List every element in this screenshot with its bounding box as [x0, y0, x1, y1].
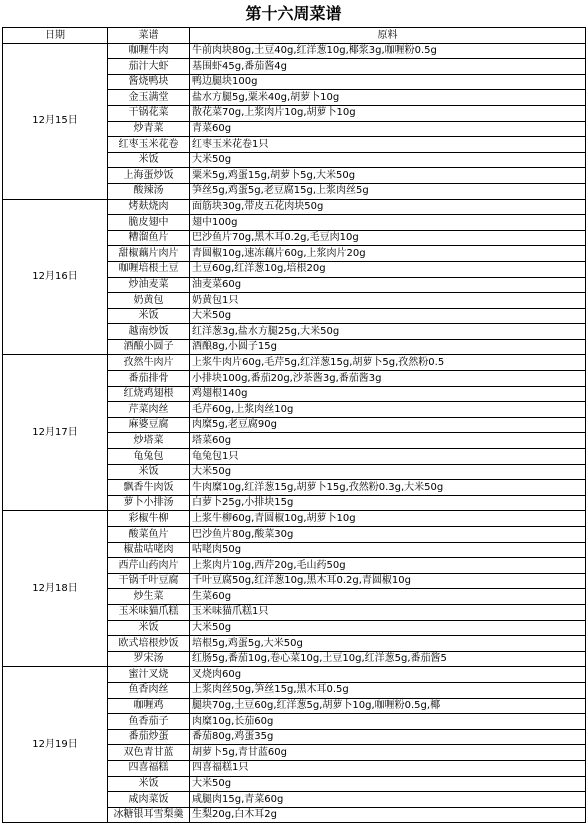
table-row	[3, 667, 586, 683]
dish-cell: 金玉满堂	[108, 90, 190, 106]
ingredients-cell: 红枣玉米花卷1只	[190, 137, 586, 153]
ingredients-cell: 肉糜5g,老豆腐90g	[190, 417, 586, 433]
ingredients-cell: 青菜60g	[190, 121, 586, 137]
dish-cell: 玉米味猫爪糕	[108, 604, 190, 620]
ingredients-cell: 大米50g	[190, 152, 586, 168]
dish-cell: 脆皮翅中	[108, 215, 190, 231]
dish-cell: 番茄炒蛋	[108, 729, 190, 745]
ingredients-cell: 千叶豆腐50g,红洋葱10g,黑木耳0.2g,青圆椒10g	[190, 573, 586, 589]
date-cell: 12月19日	[3, 667, 108, 823]
dish-cell: 炒青菜	[108, 121, 190, 137]
ingredients-cell: 叉烧肉60g	[190, 667, 586, 683]
ingredients-cell: 油麦菜60g	[190, 277, 586, 293]
dish-cell: 甜椒藕片肉片	[108, 246, 190, 262]
ingredients-cell: 大米50g	[190, 776, 586, 792]
ingredients-cell: 培根5g,鸡蛋5g,大米50g	[190, 636, 586, 652]
ingredients-cell: 胡萝卜5g,青甘蓝60g	[190, 745, 586, 761]
dish-cell: 炒生菜	[108, 589, 190, 605]
menu-table	[2, 27, 586, 823]
dish-cell: 鱼香肉丝	[108, 682, 190, 698]
menu-title: 第十六周菜谱	[245, 4, 342, 23]
dish-cell: 萝卜小排汤	[108, 495, 190, 511]
ingredients-cell: 咕咾肉50g	[190, 542, 586, 558]
dish-cell: 茄汁大虾	[108, 59, 190, 75]
header-ingredients: 原料	[190, 28, 586, 44]
dish-cell: 飘香牛肉饭	[108, 480, 190, 496]
ingredients-cell: 白萝卜25g,小排块15g	[190, 495, 586, 511]
dish-cell: 咖喱鸡	[108, 698, 190, 714]
ingredients-cell: 番茄80g,鸡蛋35g	[190, 729, 586, 745]
ingredients-cell: 肉糜10g,长茄60g	[190, 714, 586, 730]
dish-cell: 芹菜肉丝	[108, 402, 190, 418]
date-cell: 12月18日	[3, 511, 108, 667]
dish-cell: 咖喱培根土豆	[108, 261, 190, 277]
ingredients-cell: 翅中100g	[190, 215, 586, 231]
dish-cell: 米饭	[108, 620, 190, 636]
dish-cell: 咸肉菜饭	[108, 792, 190, 808]
ingredients-cell: 毛芹60g,上浆肉丝10g	[190, 402, 586, 418]
table-row	[3, 511, 586, 527]
dish-cell: 双色青甘蓝	[108, 745, 190, 761]
header-date: 日期	[3, 28, 108, 44]
dish-cell: 蜜汁叉烧	[108, 667, 190, 683]
ingredients-cell: 生梨20g,白木耳2g	[190, 807, 586, 823]
table-row	[3, 355, 586, 371]
dish-cell: 罗宋汤	[108, 651, 190, 667]
ingredients-cell: 鸡翅根140g	[190, 386, 586, 402]
dish-cell: 米饭	[108, 464, 190, 480]
ingredients-cell: 上浆肉片10g,西芹20g,毛山药50g	[190, 558, 586, 574]
ingredients-cell: 青圆椒10g,速冻藕片60g,上浆肉片20g	[190, 246, 586, 262]
menu-body	[3, 43, 586, 823]
ingredients-cell: 大米50g	[190, 464, 586, 480]
ingredients-cell: 玉米味猫爪糕1只	[190, 604, 586, 620]
ingredients-cell: 红肠5g,番茄10g,卷心菜10g,土豆10g,红洋葱5g,番茄酱5	[190, 651, 586, 667]
ingredients-cell: 面筋块30g,带皮五花肉块50g	[190, 199, 586, 215]
dish-cell: 糟溜鱼片	[108, 230, 190, 246]
table-row	[3, 43, 586, 59]
dish-cell: 西芹山药肉片	[108, 558, 190, 574]
dish-cell: 干锅花菜	[108, 105, 190, 121]
dish-cell: 孜然牛肉片	[108, 355, 190, 371]
ingredients-cell: 牛前肉块80g,土豆40g,红洋葱10g,椰浆3g,咖喱粉0.5g	[190, 43, 586, 59]
dish-cell: 红烧鸡翅根	[108, 386, 190, 402]
dish-cell: 米饭	[108, 776, 190, 792]
ingredients-cell: 巴沙鱼片70g,黑木耳0.2g,毛豆肉10g	[190, 230, 586, 246]
ingredients-cell: 牛肉糜10g,红洋葱15g,胡萝卜15g,孜然粉0.3g,大米50g	[190, 480, 586, 496]
dish-cell: 米饭	[108, 152, 190, 168]
dish-cell: 麻婆豆腐	[108, 417, 190, 433]
ingredients-cell: 小排块100g,番茄20g,沙茶酱3g,番茄酱3g	[190, 371, 586, 387]
ingredients-cell: 上浆肉丝50g,笋丝15g,黑木耳0.5g	[190, 682, 586, 698]
ingredients-cell: 咸腿肉15g,青菜60g	[190, 792, 586, 808]
ingredients-cell: 奶黄包1只	[190, 293, 586, 309]
dish-cell: 冰糖银耳雪梨羹	[108, 807, 190, 823]
ingredients-cell: 红洋葱3g,盐水方腿25g,大米50g	[190, 324, 586, 340]
ingredients-cell: 巴沙鱼片80g,酸菜30g	[190, 527, 586, 543]
ingredients-cell: 塔菜60g	[190, 433, 586, 449]
ingredients-cell: 上浆牛肉片60g,毛芹5g,红洋葱15g,胡萝卜5g,孜然粉0.5	[190, 355, 586, 371]
ingredients-cell: 大米50g	[190, 308, 586, 324]
dish-cell: 鱼香茄子	[108, 714, 190, 730]
dish-cell: 番茄排骨	[108, 371, 190, 387]
ingredients-cell: 龟兔包1只	[190, 449, 586, 465]
dish-cell: 红枣玉米花卷	[108, 137, 190, 153]
ingredients-cell: 鸭边腿块100g	[190, 74, 586, 90]
dish-cell: 咖喱牛肉	[108, 43, 190, 59]
dish-cell: 酸辣汤	[108, 183, 190, 199]
dish-cell: 酸菜鱼片	[108, 527, 190, 543]
dish-cell: 椒盐咕咾肉	[108, 542, 190, 558]
ingredients-cell: 生菜60g	[190, 589, 586, 605]
dish-cell: 酱烧鸭块	[108, 74, 190, 90]
dish-cell: 上海蛋炒饭	[108, 168, 190, 184]
date-cell: 12月17日	[3, 355, 108, 511]
ingredients-cell: 腿块70g,土豆60g,红洋葱5g,胡萝卜10g,咖喱粉0.5g,椰	[190, 698, 586, 714]
ingredients-cell: 盐水方腿5g,粟米40g,胡萝卜10g	[190, 90, 586, 106]
dish-cell: 奶黄包	[108, 293, 190, 309]
dish-cell: 越南炒饭	[108, 324, 190, 340]
dish-cell: 烤麸烧肉	[108, 199, 190, 215]
dish-cell: 酒酿小圆子	[108, 339, 190, 355]
ingredients-cell: 大米50g	[190, 620, 586, 636]
dish-cell: 四喜福糕	[108, 760, 190, 776]
ingredients-cell: 酒酿8g,小圆子15g	[190, 339, 586, 355]
ingredients-cell: 粟米5g,鸡蛋15g,胡萝卜5g,大米50g	[190, 168, 586, 184]
ingredients-cell: 散花菜70g,上浆肉片10g,胡萝卜10g	[190, 105, 586, 121]
dish-cell: 欧式培根炒饭	[108, 636, 190, 652]
dish-cell: 干锅千叶豆腐	[108, 573, 190, 589]
table-row	[3, 199, 586, 215]
ingredients-cell: 土豆60g,红洋葱10g,培根20g	[190, 261, 586, 277]
date-cell: 12月15日	[3, 43, 108, 199]
ingredients-cell: 笋丝5g,鸡蛋5g,老豆腐15g,上浆肉丝5g	[190, 183, 586, 199]
dish-cell: 炒塔菜	[108, 433, 190, 449]
header-row	[3, 28, 586, 44]
ingredients-cell: 基围虾45g,番茄酱4g	[190, 59, 586, 75]
dish-cell: 彩椒牛柳	[108, 511, 190, 527]
header-dish: 菜谱	[108, 28, 190, 44]
ingredients-cell: 上浆牛柳60g,青圆椒10g,胡萝卜10g	[190, 511, 586, 527]
dish-cell: 龟兔包	[108, 449, 190, 465]
dish-cell: 米饭	[108, 308, 190, 324]
menu-page	[2, 0, 585, 823]
ingredients-cell: 四喜福糕1只	[190, 760, 586, 776]
dish-cell: 炒油麦菜	[108, 277, 190, 293]
date-cell: 12月16日	[3, 199, 108, 355]
